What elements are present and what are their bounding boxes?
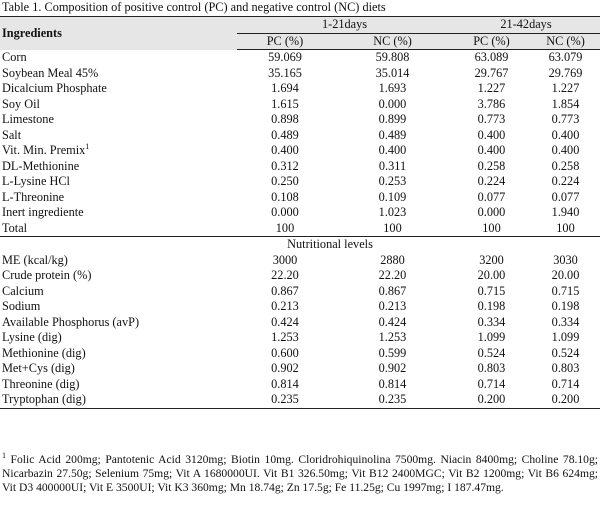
nutrient-row-value: 0.424 <box>271 314 299 329</box>
period-1-header: 1-21days <box>237 17 452 34</box>
pc-period-2-header: PC (%) <box>452 34 531 50</box>
ingredient-row-value: 59.808 <box>375 50 410 65</box>
nutrient-row-value: 20.00 <box>477 268 506 283</box>
ingredient-row-value: 63.089 <box>474 50 509 65</box>
nutrient-row-value: 0.867 <box>378 283 407 298</box>
ingredient-row-value: 0.250 <box>271 174 299 189</box>
nutrient-row-value: 0.714 <box>477 376 506 391</box>
ingredient-row-label <box>0 143 237 159</box>
ingredient-row-label <box>0 174 237 190</box>
ingredient-row-value: 29.767 <box>474 65 509 80</box>
nutrient-row-value: 0.814 <box>271 376 299 391</box>
pc-period-1-header: PC (%) <box>237 34 333 50</box>
ingredient-row-value: 0.224 <box>551 174 580 189</box>
nutrient-row-value: 0.902 <box>378 361 407 376</box>
nutrient-row-value: 1.099 <box>477 330 506 345</box>
ingredient-row-value: 0.400 <box>477 127 506 142</box>
nutrient-row-label <box>0 392 237 408</box>
nc-period-1-header: NC (%) <box>333 34 452 50</box>
ingredient-row-value: 1.227 <box>477 81 506 96</box>
ingredient-row-value: 0.258 <box>551 158 580 173</box>
nutrients-body <box>0 253 600 409</box>
ingredient-row <box>0 143 600 159</box>
nutrient-row-name: Threonine (dig) <box>2 376 80 391</box>
nutrient-row-value: 0.599 <box>378 345 407 360</box>
nutrient-row-label <box>0 361 237 377</box>
nutrient-row-name: Tryptophan (dig) <box>2 392 86 407</box>
nutrient-row-label <box>0 377 237 393</box>
nutrient-row-value: 0.235 <box>333 392 452 408</box>
diet-composition-table <box>0 16 600 409</box>
ingredient-row-value: 0.253 <box>378 174 407 189</box>
total-value: 100 <box>237 221 333 237</box>
nutritional-levels-heading: Nutritional levels <box>287 237 373 252</box>
ingredient-row-name: Salt <box>2 127 22 142</box>
table-footnote <box>2 453 598 495</box>
nutrient-row <box>0 392 600 408</box>
ingredient-row-value: 0.077 <box>477 189 506 204</box>
ingredient-row-name: Dicalcium Phosphate <box>2 81 107 96</box>
header-row-periods <box>0 17 600 34</box>
ingredient-row <box>0 205 600 221</box>
nutrient-row-value: 3200 <box>479 252 504 267</box>
ingredient-row-value: 29.769 <box>548 65 583 80</box>
ingredient-row-label <box>0 112 237 128</box>
total-value: 100 <box>333 221 452 237</box>
ingredient-row <box>0 81 600 97</box>
nutrient-row-value: 2880 <box>380 252 405 267</box>
footnote-marker: 1 <box>2 451 6 461</box>
ingredient-row-value: 0.108 <box>271 189 299 204</box>
nutrient-row-name: Crude protein (%) <box>2 268 92 283</box>
nutrient-row <box>0 299 600 315</box>
ingredient-row-label <box>0 50 237 66</box>
ingredient-row <box>0 128 600 144</box>
nutrient-row-label <box>0 346 237 362</box>
ingredient-row-value: 0.899 <box>378 112 407 127</box>
ingredient-row <box>0 174 600 190</box>
nutrient-row-name: Met+Cys (dig) <box>2 361 75 376</box>
nutrient-row-value: 0.600 <box>271 345 299 360</box>
nutrient-row <box>0 253 600 269</box>
nutrient-row <box>0 284 600 300</box>
nutrient-row-value: 0.213 <box>378 299 407 314</box>
ingredient-row-name: Soybean Meal 45% <box>2 65 99 80</box>
nutrient-row-value: 0.524 <box>477 345 506 360</box>
ingredient-row <box>0 159 600 175</box>
nutrient-row-value: 22.20 <box>378 268 407 283</box>
period-2-header: 21-42days <box>452 17 600 34</box>
nutrient-row-name: Calcium <box>2 283 44 298</box>
nutrient-row-value: 0.715 <box>551 283 580 298</box>
ingredient-row-value: 0.109 <box>378 189 407 204</box>
ingredient-row-value: 0.400 <box>551 143 580 158</box>
nutrient-row-value: 0.715 <box>477 283 506 298</box>
nc-period-2-header: NC (%) <box>531 34 600 50</box>
nutrient-row-value: 1.099 <box>551 330 580 345</box>
ingredient-row-value: 0.312 <box>271 158 299 173</box>
ingredient-row-name: DL-Methionine <box>2 158 80 173</box>
total-value: 100 <box>531 221 600 237</box>
nutrient-row-name: Lysine (dig) <box>2 330 62 345</box>
nutrient-row-label <box>0 315 237 331</box>
nutrient-row-value: 0.334 <box>551 314 580 329</box>
ingredient-row-value: 0.311 <box>378 158 407 173</box>
ingredient-row-value: 1.940 <box>551 205 580 220</box>
ingredient-row-label <box>0 190 237 206</box>
ingredient-row-value: 3.786 <box>477 96 506 111</box>
ingredient-row <box>0 97 600 113</box>
ingredient-row-value: 1.693 <box>378 81 407 96</box>
nutrient-row <box>0 377 600 393</box>
ingredient-row-value: 0.224 <box>477 174 506 189</box>
ingredient-row-value: 0.898 <box>271 112 299 127</box>
ingredient-row-value: 0.400 <box>477 143 506 158</box>
ingredient-row-value: 0.000 <box>271 205 299 220</box>
nutrient-row-value: 0.803 <box>477 361 506 376</box>
nutrient-row-label <box>0 299 237 315</box>
ingredient-row-value: 0.400 <box>551 127 580 142</box>
ingredient-row-value: 0.077 <box>551 189 580 204</box>
nutrient-row-value: 0.714 <box>551 376 580 391</box>
ingredients-header: Ingredients <box>0 17 237 50</box>
nutrient-row-name: ME (kcal/kg) <box>2 252 68 267</box>
nutrient-row <box>0 361 600 377</box>
nutrient-row-value: 1.253 <box>378 330 407 345</box>
footnote-text: Folic Acid 200mg; Pantotenic Acid 3120mg; Biotin 10mg. Cloridrohiquinolina 7500mg. Niacin 8400mg; Choline 78.10g; Nicarbazin 27.50g; Selenium 75mg; Vit A 1680000UI. Vit B1 326.50mg; Vit B12 2400MGC; Vit B2 1200mg; Vit B6 624mg; Vit D3 400000UI; Vit E 3500UI; Vit K3 360mg; Mn 18.74g; Zn 17.5g; Fe 11.25g; Cu 1997mg; I 187.47mg. <box>2 453 598 494</box>
nutrient-row-value: 0.200 <box>452 392 531 408</box>
nutritional-levels-row <box>0 237 600 253</box>
ingredient-row-label <box>0 66 237 82</box>
nutrient-row-value: 0.902 <box>271 361 299 376</box>
ingredient-row-value: 0.773 <box>551 112 580 127</box>
ingredient-row-label <box>0 128 237 144</box>
nutrient-row-label <box>0 284 237 300</box>
nutrient-row-name: Sodium <box>2 299 41 314</box>
ingredient-row-name: Inert ingrediente <box>2 205 84 220</box>
ingredient-row-value: 1.694 <box>271 81 299 96</box>
ingredient-row-name: Vit. Min. Premix <box>2 143 86 158</box>
nutrient-row-value: 3000 <box>272 252 298 267</box>
ingredient-row-value: 0.400 <box>378 143 407 158</box>
ingredient-row-name: L-Lysine HCl <box>2 174 70 189</box>
total-body <box>0 221 600 253</box>
nutrient-row-value: 0.198 <box>477 299 506 314</box>
ingredient-row-label <box>0 97 237 113</box>
ingredient-row-name: Soy Oil <box>2 96 40 111</box>
ingredient-row-label <box>0 159 237 175</box>
ingredient-row-value: 0.489 <box>271 127 299 142</box>
nutrient-row-label <box>0 330 237 346</box>
nutrient-row <box>0 268 600 284</box>
ingredient-row <box>0 112 600 128</box>
ingredient-row-value: 1.854 <box>551 96 580 111</box>
total-value: 100 <box>452 221 531 237</box>
nutrient-row-name: Methionine (dig) <box>2 345 86 360</box>
nutrient-row-name: Available Phosphorus (avP) <box>2 314 140 329</box>
ingredients-body <box>0 50 600 221</box>
nutrient-row-value: 0.524 <box>551 345 580 360</box>
nutrient-row-value: 0.814 <box>378 376 407 391</box>
nutrient-row-value: 3030 <box>553 252 578 267</box>
ingredient-row-name: L-Threonine <box>2 189 65 204</box>
ingredient-row-value: 59.069 <box>268 50 302 65</box>
ingredient-row-value: 0.489 <box>378 127 407 142</box>
ingredient-row-value: 0.400 <box>271 143 299 158</box>
nutrient-row-label <box>0 268 237 284</box>
nutrient-row-value: 0.867 <box>271 283 299 298</box>
ingredient-row-value: 1.615 <box>271 96 299 111</box>
ingredient-row <box>0 66 600 82</box>
nutrient-row-value: 22.20 <box>271 268 299 283</box>
nutrient-row <box>0 346 600 362</box>
ingredient-row-name: Corn <box>2 50 27 65</box>
ingredient-row-value: 1.023 <box>378 205 407 220</box>
ingredient-row-name: Limestone <box>2 112 54 127</box>
ingredient-row-value: 35.165 <box>268 65 302 80</box>
ingredient-row-value: 1.227 <box>551 81 580 96</box>
nutrient-row-value: 0.803 <box>551 361 580 376</box>
total-row <box>0 221 600 237</box>
ingredient-row-value: 0.258 <box>477 158 506 173</box>
nutrient-row-value: 20.00 <box>551 268 580 283</box>
total-label: Total <box>0 221 237 237</box>
ingredient-row <box>0 50 600 66</box>
footnote-reference: 1 <box>85 142 90 152</box>
ingredient-row-value: 0.773 <box>477 112 506 127</box>
nutrient-row-value: 1.253 <box>271 330 299 345</box>
ingredient-row-value: 63.079 <box>548 50 583 65</box>
nutrient-row-value: 0.424 <box>378 314 407 329</box>
ingredient-row-value: 0.000 <box>477 205 506 220</box>
ingredient-row <box>0 190 600 206</box>
table-caption: Table 1. Composition of positive control (PC) and negative control (NC) diets <box>2 0 386 14</box>
nutrient-row-value: 0.213 <box>271 299 299 314</box>
ingredient-row-label <box>0 205 237 221</box>
nutrient-row <box>0 330 600 346</box>
nutrient-row-value: 0.200 <box>531 392 600 408</box>
nutrient-row-value: 0.198 <box>551 299 580 314</box>
ingredient-row-value: 35.014 <box>375 65 410 80</box>
nutrient-row-value: 0.235 <box>237 392 333 408</box>
nutrient-row <box>0 315 600 331</box>
nutrient-row-label <box>0 253 237 269</box>
ingredient-row-value: 0.000 <box>378 96 407 111</box>
ingredient-row-label <box>0 81 237 97</box>
nutrient-row-value: 0.334 <box>477 314 506 329</box>
